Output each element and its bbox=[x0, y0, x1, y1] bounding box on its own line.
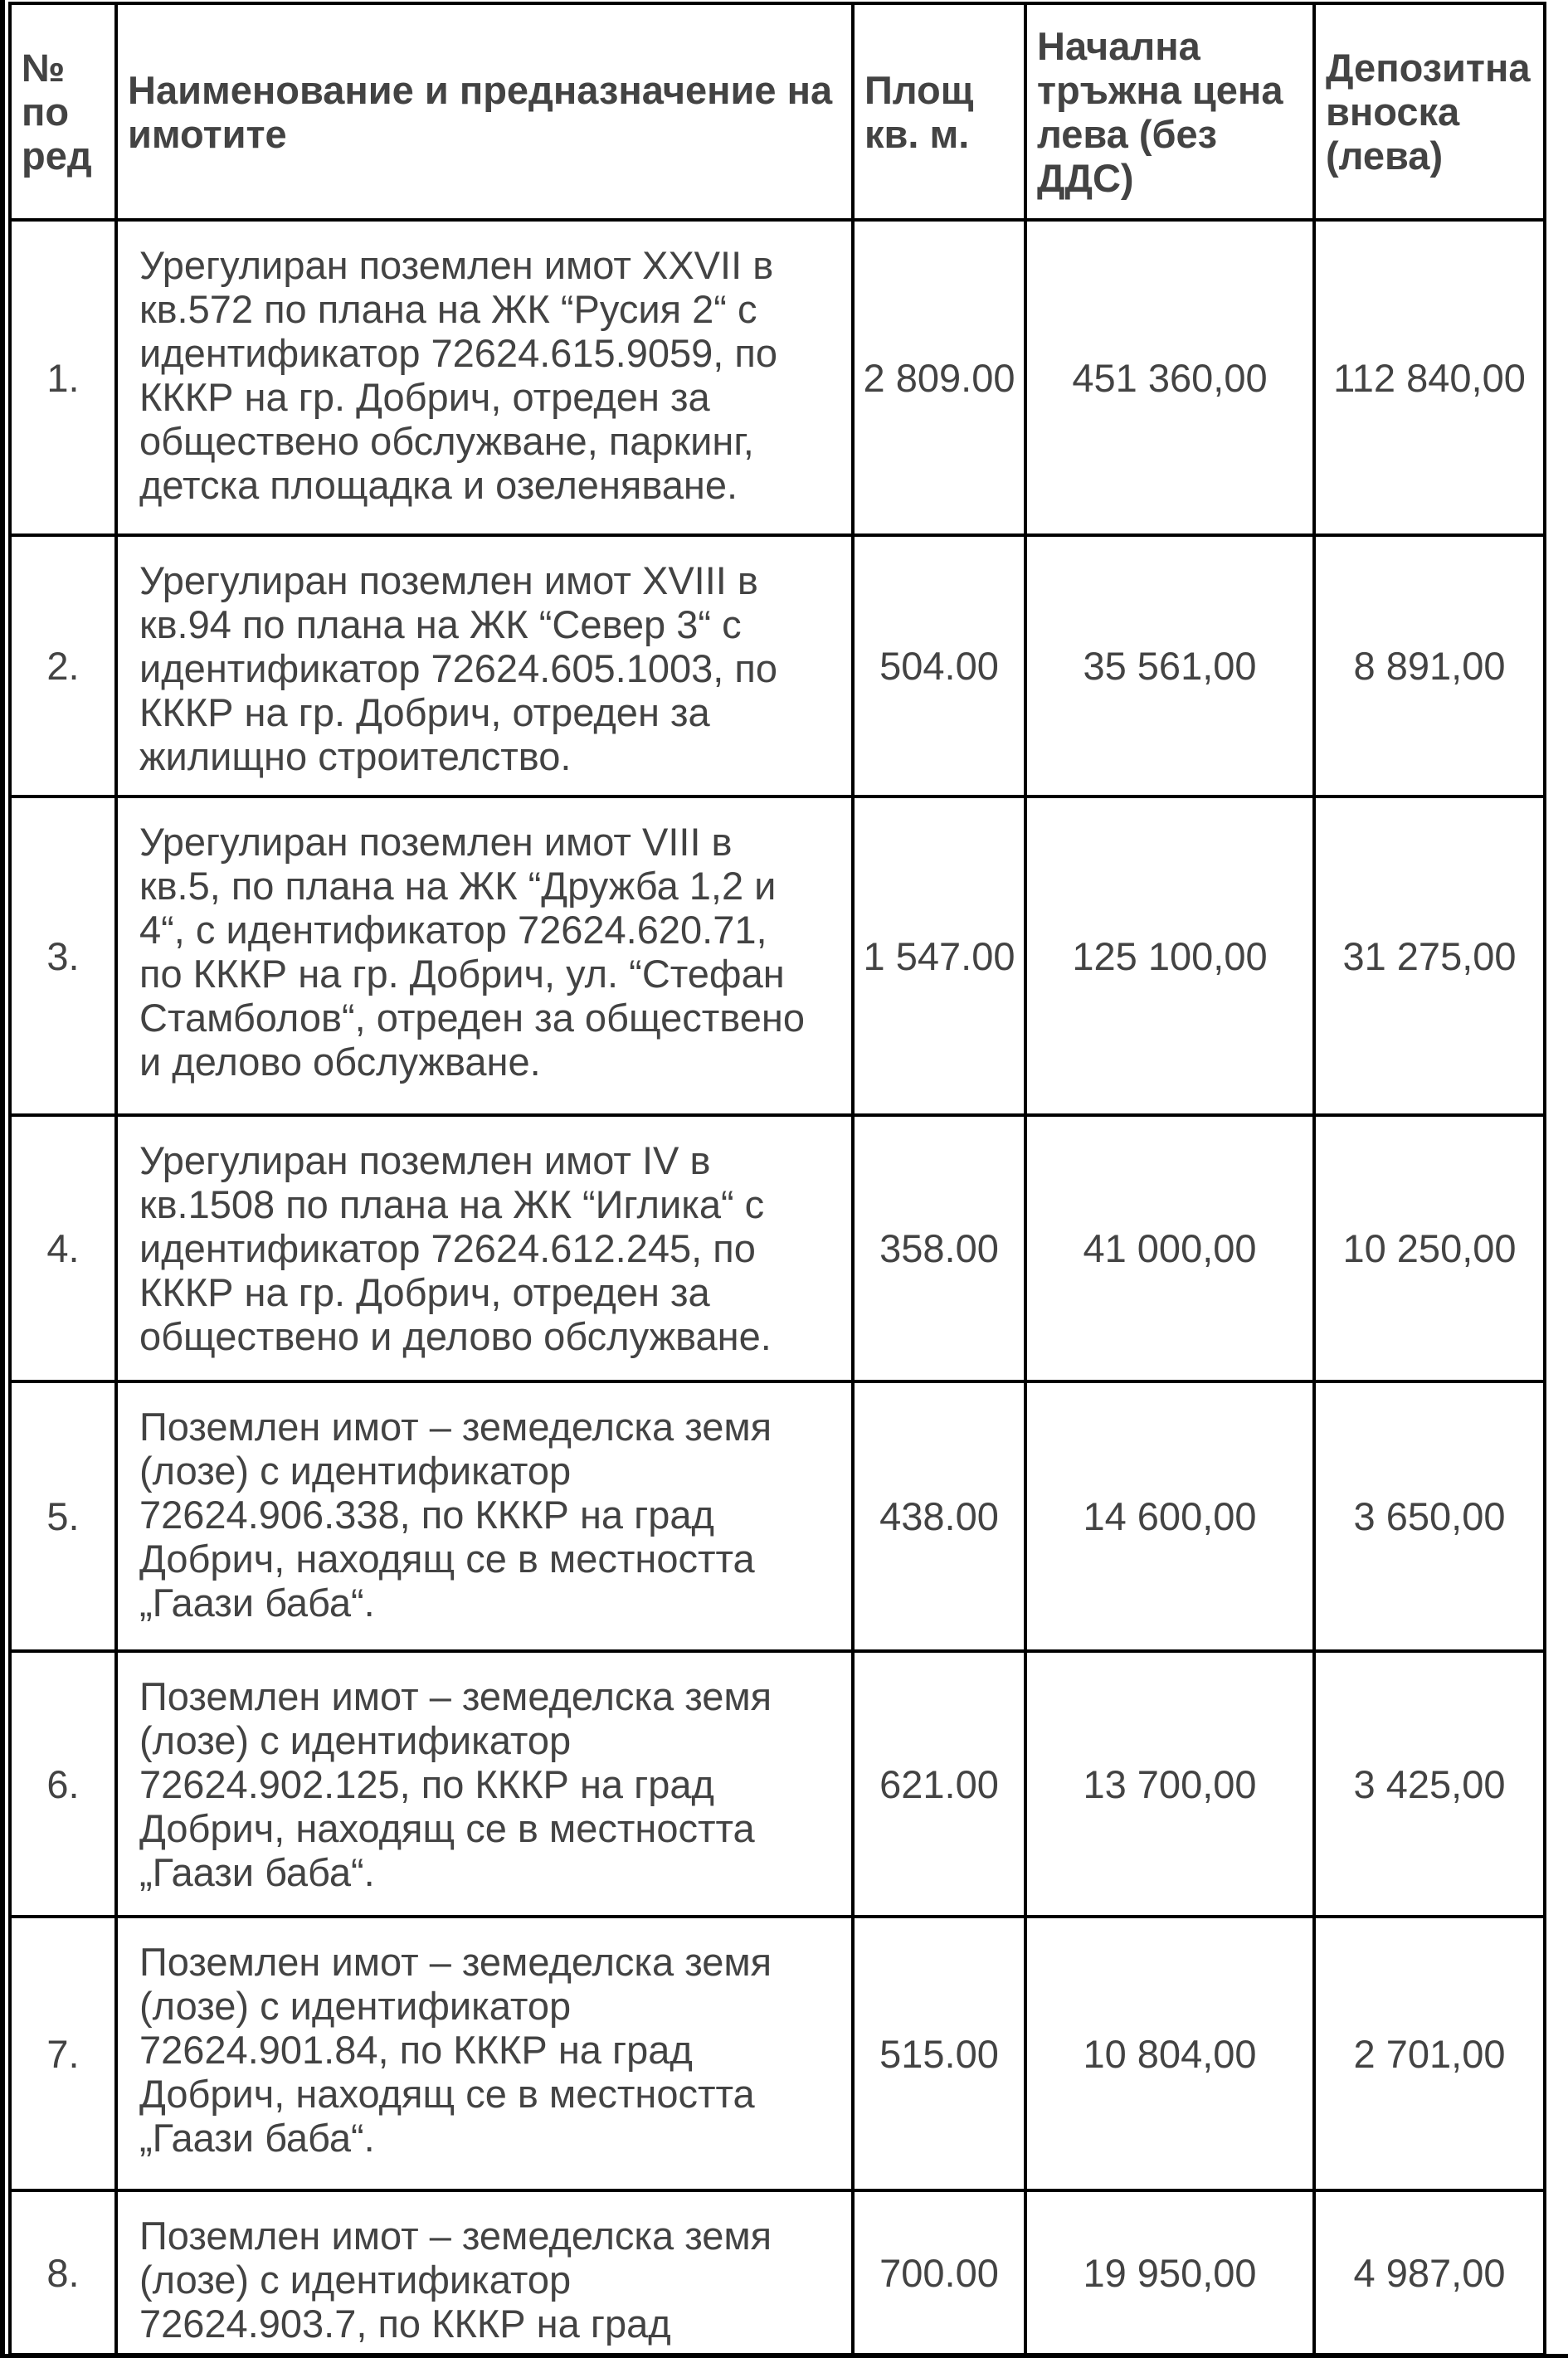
header-cell-deposit: Депозитна вноска (лева) bbox=[1314, 3, 1545, 220]
deposit-cell: 112 840,00 bbox=[1314, 220, 1545, 535]
deposit-cell: 8 891,00 bbox=[1314, 535, 1545, 797]
starting-price-cell: 35 561,00 bbox=[1025, 535, 1314, 797]
property-description-cell: Поземлен имот – земеделска земя (лозе) с идентификатор 72624.901.84, по КККР на град Добрич, находящ се в местността „Гаази баба“. bbox=[116, 1917, 853, 2190]
page-edge-line-left bbox=[0, 0, 5, 2358]
deposit-cell: 4 987,00 bbox=[1314, 2190, 1545, 2355]
area-cell: 358.00 bbox=[853, 1115, 1025, 1381]
deposit-cell: 10 250,00 bbox=[1314, 1115, 1545, 1381]
area-cell: 2 809.00 bbox=[853, 220, 1025, 535]
starting-price-cell: 125 100,00 bbox=[1025, 797, 1314, 1115]
table-row bbox=[10, 220, 1545, 535]
header-cell-name-purpose: Наименование и предназначение на имотите bbox=[116, 3, 853, 220]
row-number-cell: 8. bbox=[10, 2190, 116, 2355]
properties-auction-table bbox=[8, 2, 1546, 2356]
table-row bbox=[10, 1381, 1545, 1651]
table-row bbox=[10, 535, 1545, 797]
starting-price-cell: 19 950,00 bbox=[1025, 2190, 1314, 2355]
deposit-cell: 31 275,00 bbox=[1314, 797, 1545, 1115]
property-description-cell: Поземлен имот – земеделска земя (лозе) с идентификатор 72624.906.338, по КККР на град Добрич, находящ се в местността „Гаази баба“. bbox=[116, 1381, 853, 1651]
starting-price-cell: 14 600,00 bbox=[1025, 1381, 1314, 1651]
header-cell-starting-price: Начална тръжна цена лева (без ДДС) bbox=[1025, 3, 1314, 220]
area-cell: 515.00 bbox=[853, 1917, 1025, 2190]
property-description-cell: Урегулиран поземлен имот IV в кв.1508 по плана на ЖК “Иглика“ с идентификатор 72624.612.245, по КККР на гр. Добрич, отреден за обществено и делово обслужване. bbox=[116, 1115, 853, 1381]
deposit-cell: 3 650,00 bbox=[1314, 1381, 1545, 1651]
table-row bbox=[10, 1115, 1545, 1381]
deposit-cell: 2 701,00 bbox=[1314, 1917, 1545, 2190]
header-row bbox=[10, 3, 1545, 220]
starting-price-cell: 10 804,00 bbox=[1025, 1917, 1314, 2190]
property-description-cell: Урегулиран поземлен имот VIII в кв.5, по плана на ЖК “Дружба 1,2 и 4“, с идентификатор 72624.620.71, по КККР на гр. Добрич, ул. “Стефан Стамболов“, отреден за обществено и делово обслужване. bbox=[116, 797, 853, 1115]
header-cell-area: Площ кв. м. bbox=[853, 3, 1025, 220]
row-number-cell: 6. bbox=[10, 1651, 116, 1917]
row-number-cell: 2. bbox=[10, 535, 116, 797]
header-cell-row-number: № по ред bbox=[10, 3, 116, 220]
area-cell: 700.00 bbox=[853, 2190, 1025, 2355]
deposit-cell: 3 425,00 bbox=[1314, 1651, 1545, 1917]
property-description-cell: Урегулиран поземлен имот XVIII в кв.94 по плана на ЖК “Север 3“ с идентификатор 72624.605.1003, по КККР на гр. Добрич, отреден за жилищно строителство. bbox=[116, 535, 853, 797]
row-number-cell: 4. bbox=[10, 1115, 116, 1381]
row-number-cell: 5. bbox=[10, 1381, 116, 1651]
row-number-cell: 3. bbox=[10, 797, 116, 1115]
table-row bbox=[10, 1651, 1545, 1917]
area-cell: 504.00 bbox=[853, 535, 1025, 797]
table-row bbox=[10, 1917, 1545, 2190]
row-number-cell: 1. bbox=[10, 220, 116, 535]
starting-price-cell: 41 000,00 bbox=[1025, 1115, 1314, 1381]
property-description-cell: Урегулиран поземлен имот XXVII в кв.572 по плана на ЖК “Русия 2“ с идентификатор 72624.615.9059, по КККР на гр. Добрич, отреден за обществено обслужване, паркинг, детска площадка и озеленяване. bbox=[116, 220, 853, 535]
area-cell: 1 547.00 bbox=[853, 797, 1025, 1115]
starting-price-cell: 13 700,00 bbox=[1025, 1651, 1314, 1917]
table-row bbox=[10, 2190, 1545, 2355]
property-description-cell: Поземлен имот – земеделска земя (лозе) с идентификатор 72624.903.7, по КККР на град bbox=[116, 2190, 853, 2355]
property-description-cell: Поземлен имот – земеделска земя (лозе) с идентификатор 72624.902.125, по КККР на град Добрич, находящ се в местността „Гаази баба“. bbox=[116, 1651, 853, 1917]
row-number-cell: 7. bbox=[10, 1917, 116, 2190]
area-cell: 621.00 bbox=[853, 1651, 1025, 1917]
starting-price-cell: 451 360,00 bbox=[1025, 220, 1314, 535]
table-row bbox=[10, 797, 1545, 1115]
area-cell: 438.00 bbox=[853, 1381, 1025, 1651]
